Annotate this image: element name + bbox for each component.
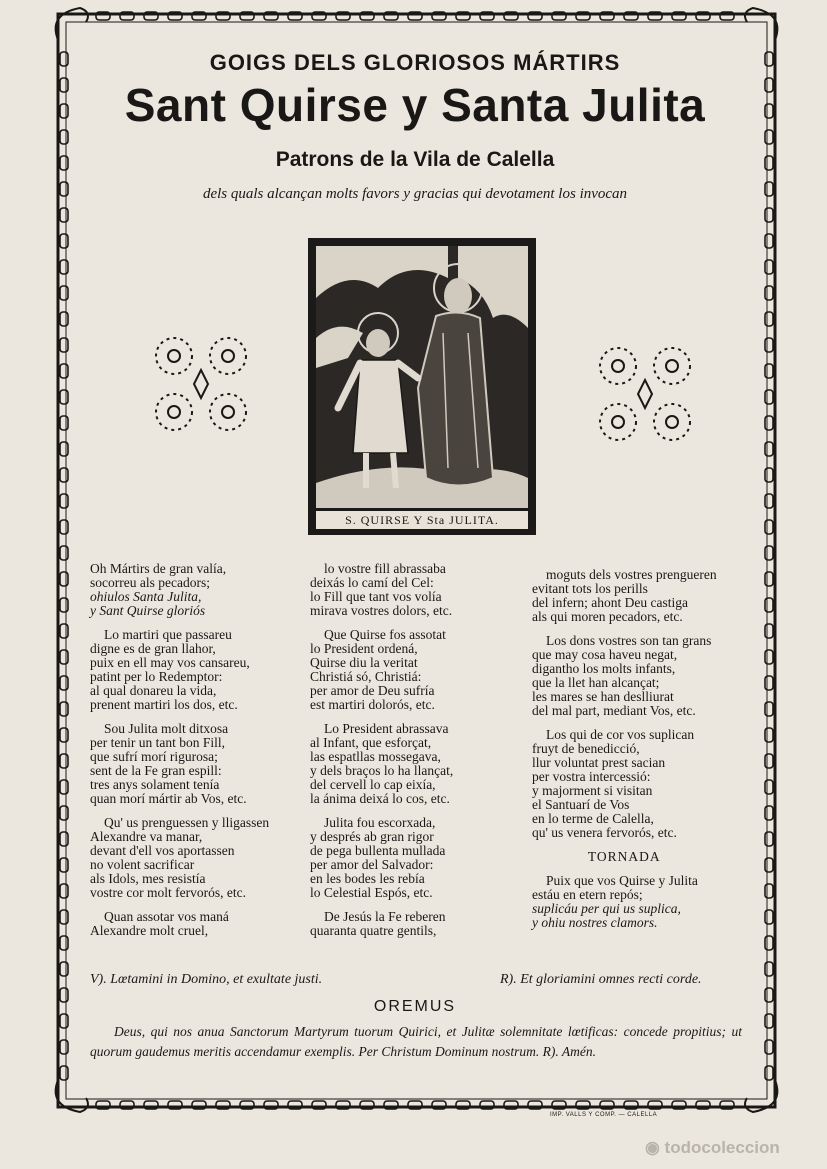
left-floral-ornament xyxy=(148,330,254,438)
border-link xyxy=(765,182,773,196)
verse-line: Que Quirse fos assotat xyxy=(324,627,446,642)
verse-line: Los dons vostres son tan grans xyxy=(546,633,712,648)
border-link xyxy=(60,676,68,690)
tornada-heading: TORNADA xyxy=(587,849,661,864)
border-link xyxy=(60,390,68,404)
verse-line: quaranta quatre gentils, xyxy=(310,923,437,938)
border-link xyxy=(765,520,773,534)
verse-line: per tenir un tant bon Fill, xyxy=(90,735,225,750)
verse-line: Los qui de cor vos suplican xyxy=(546,727,695,742)
border-link xyxy=(765,650,773,664)
border-link xyxy=(60,1040,68,1054)
border-link xyxy=(765,936,773,950)
border-link xyxy=(60,858,68,872)
border-link xyxy=(765,1066,773,1080)
border-link xyxy=(60,572,68,586)
verse-line: quan morí mártir ab Vos, etc. xyxy=(90,791,247,806)
verse-line: el Santuarí de Vos xyxy=(532,797,630,812)
verse-line: vostre cor molt fervorós, etc. xyxy=(90,885,246,900)
border-link xyxy=(60,520,68,534)
verse-line: per amor de Deu sufría xyxy=(310,683,435,698)
border-link xyxy=(60,832,68,846)
border-link xyxy=(765,572,773,586)
border-link xyxy=(60,988,68,1002)
verse-line: las espatllas mossegava, xyxy=(310,749,441,764)
subtitle: Patrons de la Vila de Calella xyxy=(275,148,555,171)
border-link xyxy=(60,78,68,92)
border-link xyxy=(765,1040,773,1054)
title-line-2: Sant Quirse y Santa Julita xyxy=(124,79,706,131)
border-link xyxy=(765,910,773,924)
border-link xyxy=(60,936,68,950)
verse-line: als qui moren pecadors, etc. xyxy=(532,609,683,624)
verse-line: del infern; ahont Deu castiga xyxy=(532,595,688,610)
oremus-heading: OREMUS xyxy=(373,998,457,1015)
border-link xyxy=(60,104,68,118)
dedication-line: dels quals alcançan molts favors y gracias qui devotament los invocan xyxy=(202,186,628,202)
border-link xyxy=(765,884,773,898)
border-link xyxy=(765,806,773,820)
border-link xyxy=(60,780,68,794)
verse-line: Oh Mártirs de gran valía, xyxy=(90,561,227,576)
verse-line: als Idols, mes resistía xyxy=(90,871,206,886)
title-line-1: GOIGS DELS GLORIOSOS MÁRTIRS xyxy=(209,50,621,75)
verse-line: Lo martiri que passareu xyxy=(104,627,232,642)
stanza xyxy=(90,722,269,806)
border-link xyxy=(765,598,773,612)
border-link xyxy=(60,1014,68,1028)
verse-line: puix en ell may vos cansareu, xyxy=(90,655,250,670)
border-link xyxy=(765,78,773,92)
verse-column-2 xyxy=(310,562,453,948)
stanza xyxy=(310,562,453,618)
verse-line: Qu' us prenguessen y lligassen xyxy=(104,815,270,830)
verse-line: llur voluntat prest sacian xyxy=(532,755,666,770)
verse-line: y després ab gran rigor xyxy=(310,829,434,844)
verse-column-1 xyxy=(90,562,269,948)
verse-line: mirava vostres dolors, etc. xyxy=(310,603,453,618)
stanza xyxy=(90,910,269,938)
border-link xyxy=(765,416,773,430)
border-link xyxy=(60,208,68,222)
border-link xyxy=(765,468,773,482)
stanza xyxy=(532,634,717,718)
border-link xyxy=(60,624,68,638)
verse-line: De Jesús la Fe reberen xyxy=(324,909,446,924)
border-link xyxy=(765,364,773,378)
verse-line: digne es de gran llahor, xyxy=(90,641,216,656)
verse-line: Lo President abrassava xyxy=(324,721,449,736)
verse-line: que may cosa haveu negat, xyxy=(532,647,678,662)
verse-line: del mal part, mediant Vos, etc. xyxy=(532,703,696,718)
border-link xyxy=(765,754,773,768)
verse-line: que sufrí morí rigurosa; xyxy=(90,749,218,764)
oremus-prayer: Deus, qui nos anua Sanctorum Martyrum tuorum Quirici, et Julitæ solemnitate lœtificas: concede propitius; ut quorum gaudemus meritis accendamur exemplis. Per Christum Dominum nostrum. R). Amén. xyxy=(90,1024,742,1059)
verse-line: de pega bullenta mullada xyxy=(310,843,446,858)
border-link xyxy=(765,260,773,274)
stanza xyxy=(90,816,269,900)
versicle: V). Lœtamini in Domino, et exultate justi. xyxy=(90,972,323,987)
border-link xyxy=(60,702,68,716)
verse-line: per vostra intercessió: xyxy=(532,769,651,784)
border-link xyxy=(765,962,773,976)
stanza xyxy=(90,562,269,618)
verse-line: socorreu als pecadors; xyxy=(90,575,210,590)
border-link xyxy=(60,962,68,976)
verse-line: moguts dels vostres prengueren xyxy=(546,567,717,582)
border-link xyxy=(765,286,773,300)
verse-line: y Sant Quirse gloriós xyxy=(90,603,206,618)
verse-line: y ohiu nostres clamors. xyxy=(532,915,658,930)
verse-line: y majorment si visitan xyxy=(532,783,653,798)
image-caption: S. QUIRSE Y Sta JULITA. xyxy=(316,511,528,529)
stanza xyxy=(310,628,453,712)
border-link xyxy=(60,312,68,326)
border-link xyxy=(765,156,773,170)
verse-line: Christiá só, Christiá: xyxy=(310,669,422,684)
verse-line: Alexandre molt cruel, xyxy=(90,923,209,938)
stanza xyxy=(532,568,717,624)
border-link xyxy=(60,546,68,560)
border-link xyxy=(60,650,68,664)
stanza xyxy=(310,816,453,900)
border-link xyxy=(60,1066,68,1080)
printer-imprint: IMP. VALLS Y COMP. — CALELLA xyxy=(550,1112,658,1118)
verse-line: no volent sacrificar xyxy=(90,857,195,872)
border-link xyxy=(60,494,68,508)
verse-column-3 xyxy=(532,568,717,940)
border-link xyxy=(60,442,68,456)
border-link xyxy=(60,598,68,612)
border-link xyxy=(60,182,68,196)
border-link xyxy=(765,858,773,872)
verse-line: les mares se han deslliurat xyxy=(532,689,674,704)
border-link xyxy=(765,442,773,456)
border-link xyxy=(765,702,773,716)
border-link xyxy=(765,728,773,742)
verse-line: digantho los molts infants, xyxy=(532,661,676,676)
border-link xyxy=(60,286,68,300)
verse-line: al qual donareu la vida, xyxy=(90,683,217,698)
border-link xyxy=(765,1014,773,1028)
verse-line: Julita fou escorxada, xyxy=(324,815,436,830)
verse-line: deixás lo camí del Cel: xyxy=(310,575,434,590)
response: R). Et gloriamini omnes recti corde. xyxy=(500,972,702,987)
verse-line: en les bodes les rebía xyxy=(310,871,425,886)
verse-line: y dels braços lo ha llançat, xyxy=(310,763,454,778)
verse-line: lo Fill que tant vos volía xyxy=(310,589,442,604)
border-link xyxy=(60,234,68,248)
border-link xyxy=(60,910,68,924)
border-link xyxy=(60,130,68,144)
verse-line: qu' us venera fervorós, etc. xyxy=(532,825,677,840)
border-link xyxy=(765,130,773,144)
right-floral-ornament xyxy=(592,340,698,448)
verse-line: Quirse diu la veritat xyxy=(310,655,418,670)
border-link xyxy=(765,832,773,846)
border-link xyxy=(765,494,773,508)
border-link xyxy=(765,208,773,222)
border-link xyxy=(765,780,773,794)
verse-line: patint per lo Redemptor: xyxy=(90,669,223,684)
border-link xyxy=(60,754,68,768)
stanza xyxy=(90,628,269,712)
border-link xyxy=(60,468,68,482)
verse-line: la ánima deixá lo cos, etc. xyxy=(310,791,450,806)
verse-line: Alexandre va manar, xyxy=(90,829,203,844)
border-link xyxy=(60,364,68,378)
verse-line: ohiulos Santa Julita, xyxy=(90,589,202,604)
border-link xyxy=(765,676,773,690)
verse-line: del cervell lo cap eixía, xyxy=(310,777,436,792)
verse-line: lo vostre fill abrassaba xyxy=(324,561,446,576)
border-link xyxy=(765,390,773,404)
border-link xyxy=(60,52,68,66)
border-link xyxy=(60,156,68,170)
border-link xyxy=(60,416,68,430)
border-link xyxy=(60,884,68,898)
stanza xyxy=(310,722,453,806)
verse-line: lo President ordená, xyxy=(310,641,418,656)
verse-line: prenent martiri los dos, etc. xyxy=(90,697,238,712)
border-link xyxy=(765,624,773,638)
verse-line: estáu en etern repós; xyxy=(532,887,643,902)
verse-line: Sou Julita molt ditxosa xyxy=(104,721,229,736)
border-link xyxy=(765,546,773,560)
verse-line: sent de la Fe gran espill: xyxy=(90,763,222,778)
verse-line: Puix que vos Quirse y Julita xyxy=(546,873,698,888)
border-link xyxy=(60,728,68,742)
border-link xyxy=(60,260,68,274)
verse-line: en lo terme de Calella, xyxy=(532,811,654,826)
border-link xyxy=(60,806,68,820)
border-link xyxy=(765,234,773,248)
verse-line: que la llet han alcançat; xyxy=(532,675,660,690)
verse-line: Quan assotar vos maná xyxy=(104,909,229,924)
border-link xyxy=(765,988,773,1002)
stanza xyxy=(310,910,453,938)
verse-line: suplicáu per qui us suplica, xyxy=(532,901,681,916)
verse-line: lo Celestial Espós, etc. xyxy=(310,885,433,900)
border-link xyxy=(765,312,773,326)
verse-line: devant d'ell vos aportassen xyxy=(90,843,235,858)
border-link xyxy=(765,52,773,66)
watermark: ◉ todocoleccion xyxy=(645,1138,780,1157)
verse-line: evitant tots los perills xyxy=(532,581,648,596)
border-link xyxy=(765,104,773,118)
stanza xyxy=(532,728,717,840)
saints-woodcut xyxy=(308,238,536,535)
verse-line: al Infant, que esforçat, xyxy=(310,735,432,750)
tornada-stanza xyxy=(532,874,717,930)
verse-line: tres anys solament tenía xyxy=(90,777,220,792)
verse-line: est martiri dolorós, etc. xyxy=(310,697,435,712)
border-link xyxy=(60,338,68,352)
verse-line: fruyt de benedicció, xyxy=(532,741,640,756)
border-link xyxy=(765,338,773,352)
verse-line: per amor del Salvador: xyxy=(310,857,434,872)
